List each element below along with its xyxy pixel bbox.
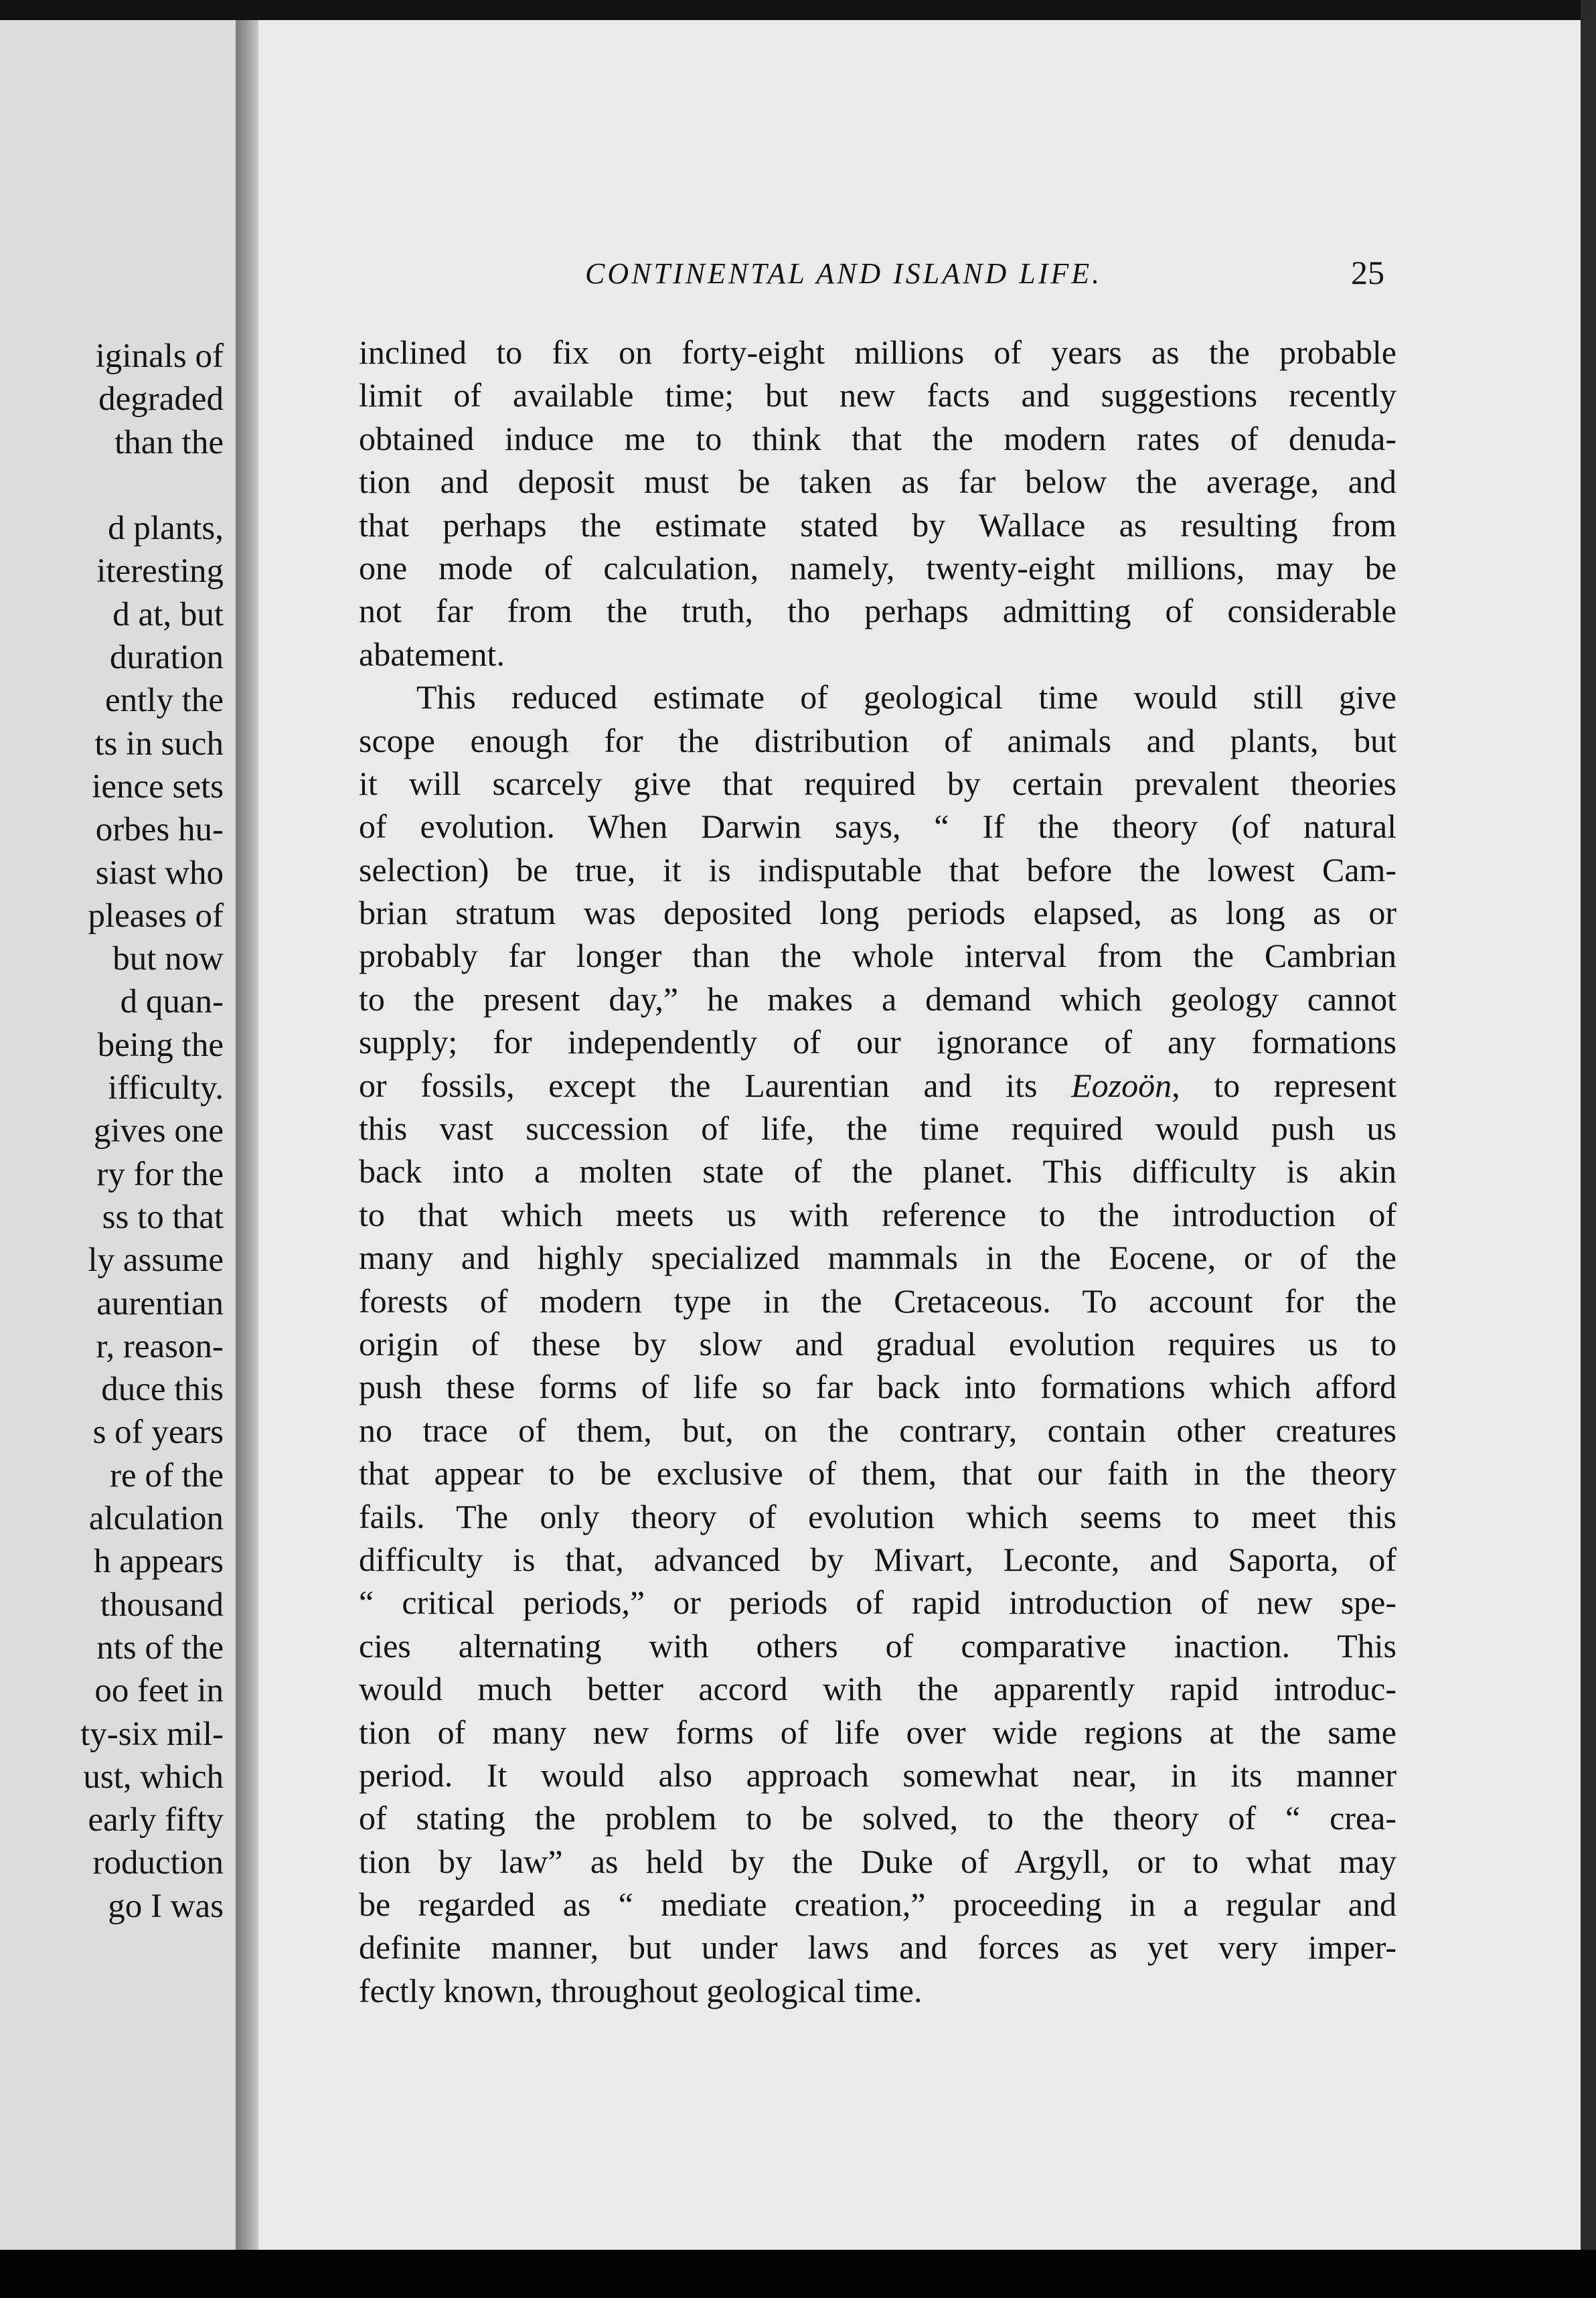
body-line: selection) be true, it is indisputable that before the lowest Cam- [359, 850, 1396, 889]
body-line: limit of available time; but new facts and suggestions recently [359, 376, 1396, 414]
left-page-line: ty-six mil- [80, 1715, 224, 1753]
body-line: that perhaps the estimate stated by Wallace as resulting from [359, 506, 1396, 544]
body-line: of evolution. When Darwin says, “ If the theory (of natural [359, 808, 1396, 846]
bottom-scan-edge [0, 2250, 1596, 2298]
body-line: tion of many new forms of life over wide regions at the same [359, 1713, 1396, 1751]
left-page-line: d at, but [112, 595, 224, 633]
body-line: origin of these by slow and gradual evolution requires us to [359, 1324, 1396, 1363]
left-page-line: ently the [104, 682, 224, 720]
left-page-text [0, 335, 224, 1928]
body-line: tion and deposit must be taken as far below the average, and [359, 463, 1396, 501]
left-page-line: re of the [110, 1456, 224, 1495]
running-title: CONTINENTAL AND ISLAND LIFE. [585, 257, 1103, 290]
left-page-line: ss to that [102, 1198, 224, 1236]
body-line: it will scarcely give that required by certain prevalent theories [359, 764, 1396, 802]
body-line [359, 1064, 1396, 1107]
left-page-line: ience sets [92, 767, 224, 806]
body-line: inclined to fix on forty-eight millions of years as the probable [359, 333, 1396, 371]
left-page-line: h appears [94, 1543, 224, 1581]
body-line: fectly known, throughout geological time. [359, 1971, 923, 2009]
left-page-line: thousand [100, 1586, 224, 1624]
body-line: that appear to be exclusive of them, that our faith in the theory [359, 1454, 1396, 1492]
body-line: “ critical periods,” or periods of rapid introduction of new spe- [359, 1584, 1396, 1622]
body-line: would much better accord with the apparently rapid introduc- [359, 1670, 1396, 1708]
left-page-line: ly assume [88, 1241, 224, 1280]
left-page-line: oo feet in [94, 1672, 224, 1710]
left-page-line: d plants, [108, 510, 224, 548]
body-line: this vast succession of life, the time required would push us [359, 1109, 1396, 1148]
paragraph-1 [359, 331, 1396, 676]
body-line: cies alternating with others of comparative inaction. This [359, 1626, 1396, 1665]
left-page-line: duce this [101, 1371, 224, 1409]
left-page-line: early fifty [88, 1801, 224, 1839]
body-line: fails. The only theory of evolution which seems to meet this [359, 1497, 1396, 1535]
body-line: tion by law” as held by the Duke of Argyll, or to what may [359, 1842, 1396, 1880]
left-page-line: degraded [98, 380, 224, 418]
body-line: to that which meets us with reference to the introduction of [359, 1195, 1396, 1233]
left-page-line: nts of the [96, 1628, 224, 1667]
left-page-line: d quan- [120, 983, 224, 1021]
left-page-line: ust, which [83, 1758, 224, 1796]
left-page-line: s of years [92, 1413, 224, 1452]
body-line: many and highly specialized mammals in the Eocene, or of the [359, 1239, 1396, 1277]
left-page-line: ifficulty. [108, 1069, 224, 1107]
body-line: obtained induce me to think that the modern rates of denuda- [359, 419, 1396, 457]
eozoon-line-after: , to represent [1172, 1066, 1397, 1104]
body-line: be regarded as “ mediate creation,” proceeding in a regular and [359, 1886, 1396, 1924]
left-page-line: but now [112, 940, 224, 978]
body-line: not far from the truth, tho perhaps admitting of considerable [359, 592, 1396, 630]
top-scan-edge [0, 0, 1596, 20]
body-line: brian stratum was deposited long periods elapsed, as long as or [359, 894, 1396, 932]
paragraph-2 [359, 676, 1396, 2012]
body-line: back into a molten state of the planet. This difficulty is akin [359, 1152, 1396, 1191]
body-line: one mode of calculation, namely, twenty-eight millions, may be [359, 548, 1396, 587]
left-page-line [0, 464, 224, 507]
body-line: push these forms of life so far back into formations which afford [359, 1368, 1396, 1406]
body-line: supply; for independently of our ignorance of any formations [359, 1023, 1396, 1061]
body-line: no trace of them, but, on the contrary, contain other creatures [359, 1411, 1396, 1449]
left-page-line: iginals of [95, 337, 224, 375]
left-page-line: duration [110, 639, 224, 677]
left-page-line: roduction [92, 1844, 224, 1882]
page-body [359, 331, 1396, 2012]
body-line: period. It would also approach somewhat near, in its manner [359, 1756, 1396, 1794]
page-number: 25 [1351, 254, 1384, 291]
body-line: probably far longer than the whole interval from the Cambrian [359, 937, 1396, 975]
right-scan-edge [1581, 0, 1596, 2298]
body-line: to the present day,” he makes a demand which geology cannot [359, 980, 1396, 1018]
left-page-line: ts in such [94, 724, 224, 763]
left-page-line: orbes hu- [95, 811, 224, 849]
body-line: of stating the problem to be solved, to the theory of “ crea- [359, 1799, 1396, 1837]
body-line: forests of modern type in the Cretaceous. To account for the [359, 1282, 1396, 1320]
body-line: This reduced estimate of geological time would still give [416, 678, 1396, 716]
eozoon-italic: Eozoön [1071, 1066, 1172, 1104]
left-page-line: go I was [108, 1887, 224, 1925]
left-page-line: ry for the [96, 1155, 224, 1193]
body-line: definite manner, but under laws and forces as yet very imper- [359, 1928, 1396, 1967]
left-page-line: pleases of [88, 897, 224, 935]
eozoon-line-before: or fossils, except the Laurentian and its [359, 1066, 1072, 1104]
body-line: scope enough for the distribution of animals and plants, but [359, 721, 1396, 759]
left-page-line: siast who [95, 854, 224, 892]
left-page-line: r, reason- [96, 1327, 224, 1365]
left-page-line: alculation [88, 1500, 224, 1538]
body-line: difficulty is that, advanced by Mivart, Leconte, and Saporta, of [359, 1540, 1396, 1578]
left-page [0, 20, 236, 2250]
body-line: abatement. [359, 635, 505, 673]
left-page-line: than the [114, 423, 224, 461]
left-page-line: aurentian [96, 1284, 224, 1322]
left-page-line: being the [97, 1026, 224, 1064]
left-page-line: iteresting [96, 552, 224, 591]
left-page-line: gives one [93, 1112, 224, 1150]
gutter-shadow [236, 20, 258, 2250]
